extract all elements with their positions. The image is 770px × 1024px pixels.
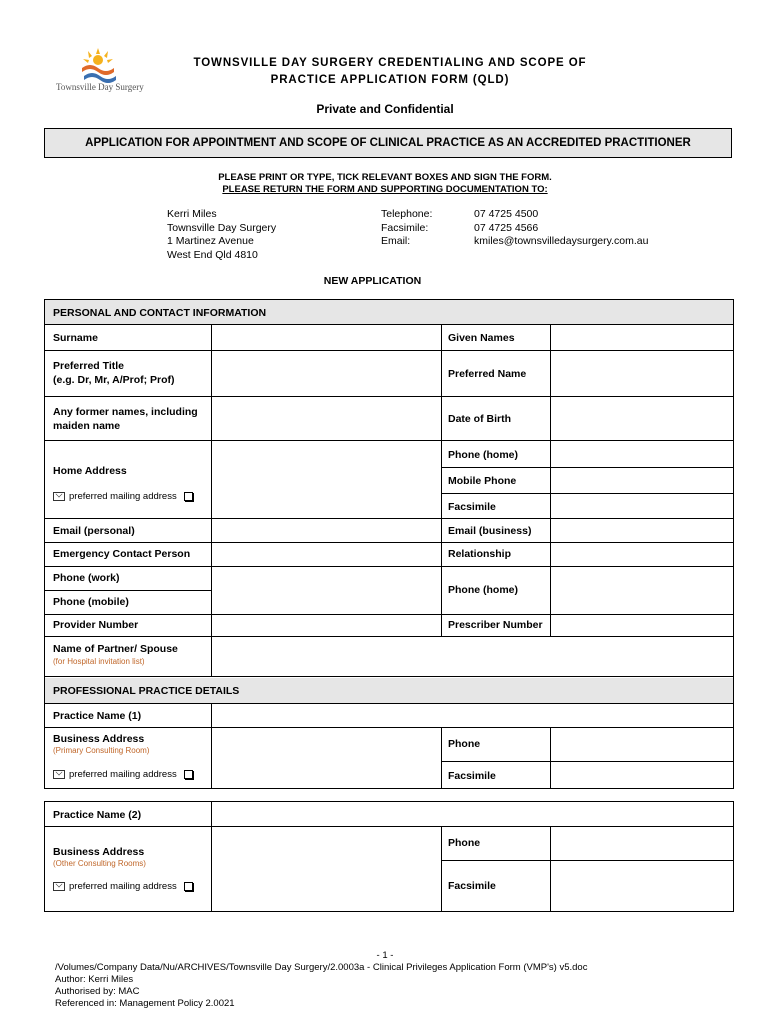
email-personal-input[interactable] bbox=[212, 519, 441, 542]
emergency-contact-label: Emergency Contact Person bbox=[53, 548, 191, 560]
townsville-day-surgery-logo bbox=[52, 46, 148, 96]
preferred-title-label-line1: Preferred Title bbox=[53, 360, 125, 372]
phone-home-emergency-label: Phone (home) bbox=[448, 584, 518, 596]
telephone-value: 07 4725 4500 bbox=[474, 208, 539, 220]
practice-name-2-input[interactable] bbox=[212, 802, 733, 826]
new-application-heading: NEW APPLICATION bbox=[323, 275, 422, 287]
primary-room-note: (Primary Consulting Room) bbox=[53, 746, 150, 755]
business-address-1-label: Business Address bbox=[53, 733, 145, 745]
business-address-2-label: Business Address bbox=[53, 846, 145, 858]
practice-name-1-label: Practice Name (1) bbox=[53, 710, 142, 722]
partner-spouse-label: Name of Partner/ Spouse bbox=[53, 643, 178, 655]
phone-home-label: Phone (home) bbox=[448, 449, 518, 461]
given-names-label: Given Names bbox=[448, 332, 515, 344]
email-business-label: Email (business) bbox=[448, 525, 532, 537]
contact-org: Townsville Day Surgery bbox=[167, 221, 277, 234]
contact-values bbox=[474, 208, 648, 249]
footer-authorised: Authorised by: MAC bbox=[55, 986, 140, 997]
surname-input[interactable] bbox=[212, 325, 441, 350]
return-address bbox=[167, 208, 276, 262]
given-names-input[interactable] bbox=[551, 325, 733, 350]
facsimile-label-personal: Facsimile bbox=[448, 501, 496, 513]
envelope-icon bbox=[53, 492, 65, 501]
mailing-checkbox-practice-1[interactable] bbox=[184, 770, 193, 779]
mailing-checkbox-home[interactable] bbox=[184, 492, 193, 501]
facsimile-1-label: Facsimile bbox=[448, 770, 496, 782]
phone-work-input[interactable] bbox=[212, 567, 441, 590]
facsimile-1-input[interactable] bbox=[551, 762, 733, 788]
preferred-mailing-label: preferred mailing address bbox=[69, 881, 177, 892]
provider-number-label: Provider Number bbox=[53, 619, 139, 631]
facsimile-value: 07 4725 4566 bbox=[474, 221, 539, 234]
application-title: APPLICATION FOR APPOINTMENT AND SCOPE OF CLINICAL PRACTICE AS AN ACCREDITED PRACTITIONER bbox=[85, 137, 691, 149]
phone-mobile-input[interactable] bbox=[212, 591, 441, 614]
phone-work-label: Phone (work) bbox=[53, 572, 120, 584]
email-personal-label: Email (personal) bbox=[53, 525, 135, 537]
envelope-icon bbox=[53, 882, 65, 891]
footer-referenced: Referenced in: Management Policy 2.0021 bbox=[55, 998, 235, 1009]
former-names-label bbox=[53, 405, 198, 433]
contact-city: West End Qld 4810 bbox=[167, 248, 258, 261]
mobile-phone-input[interactable] bbox=[551, 468, 733, 493]
business-address-1-input[interactable] bbox=[212, 728, 441, 788]
relationship-input[interactable] bbox=[551, 543, 733, 566]
personal-section-title: PERSONAL AND CONTACT INFORMATION bbox=[53, 307, 267, 319]
phone-2-input[interactable] bbox=[551, 827, 733, 860]
relationship-label: Relationship bbox=[448, 548, 512, 560]
mobile-phone-label: Mobile Phone bbox=[448, 475, 517, 487]
contact-name: Kerri Miles bbox=[167, 208, 217, 220]
preferred-mailing-practice-2 bbox=[53, 881, 193, 892]
partner-spouse-note: (for Hospital invitation list) bbox=[53, 657, 145, 666]
facsimile-label: Facsimile: bbox=[381, 221, 429, 234]
phone-1-input[interactable] bbox=[551, 728, 733, 761]
preferred-mailing-label: preferred mailing address bbox=[69, 491, 177, 502]
practice-name-2-label: Practice Name (2) bbox=[53, 809, 142, 821]
application-title-box bbox=[44, 128, 732, 158]
facsimile-input-personal[interactable] bbox=[551, 494, 733, 518]
facsimile-2-input[interactable] bbox=[551, 861, 733, 911]
former-names-label-line1: Any former names, including bbox=[53, 406, 198, 418]
practice-name-1-input[interactable] bbox=[212, 704, 733, 727]
page-number: - 1 - bbox=[376, 950, 394, 961]
date-of-birth-input[interactable] bbox=[551, 397, 733, 440]
email-value: kmiles@townsvilledaysurgery.com.au bbox=[474, 235, 649, 247]
footer-info bbox=[55, 962, 587, 1010]
preferred-mailing-home bbox=[53, 491, 193, 502]
contact-street: 1 Martinez Avenue bbox=[167, 235, 254, 247]
prescriber-number-input[interactable] bbox=[551, 615, 733, 636]
envelope-icon bbox=[53, 770, 65, 779]
preferred-mailing-practice-1 bbox=[53, 769, 193, 780]
form-title-line1: TOWNSVILLE DAY SURGERY CREDENTIALING AND SCOPE OF bbox=[193, 57, 587, 69]
former-names-label-line2: maiden name bbox=[53, 420, 121, 432]
email-label: Email: bbox=[381, 235, 411, 247]
phone-home-input[interactable] bbox=[551, 441, 733, 467]
other-rooms-note: (Other Consulting Rooms) bbox=[53, 859, 146, 868]
form-title bbox=[150, 55, 630, 89]
email-business-input[interactable] bbox=[551, 519, 733, 542]
preferred-title-label bbox=[53, 359, 175, 387]
provider-number-input[interactable] bbox=[212, 615, 441, 636]
prescriber-number-label: Prescriber Number bbox=[448, 619, 543, 631]
phone-home-emergency-input[interactable] bbox=[551, 567, 733, 614]
surname-label: Surname bbox=[53, 332, 98, 344]
instruction-line2: PLEASE RETURN THE FORM AND SUPPORTING DOCUMENTATION TO: bbox=[222, 184, 548, 195]
preferred-title-input[interactable] bbox=[212, 351, 441, 396]
footer-author: Author: Kerri Miles bbox=[55, 974, 134, 985]
preferred-name-input[interactable] bbox=[551, 351, 733, 396]
contact-labels bbox=[381, 208, 432, 249]
home-address-input[interactable] bbox=[212, 441, 441, 518]
mailing-checkbox-practice-2[interactable] bbox=[184, 882, 193, 891]
phone-mobile-label: Phone (mobile) bbox=[53, 596, 129, 608]
preferred-name-label: Preferred Name bbox=[448, 368, 527, 380]
business-address-2-input[interactable] bbox=[212, 827, 441, 911]
emergency-contact-input[interactable] bbox=[212, 543, 441, 566]
phone-1-label: Phone bbox=[448, 738, 481, 750]
form-title-line2: PRACTICE APPLICATION FORM (QLD) bbox=[270, 74, 510, 86]
former-names-input[interactable] bbox=[212, 397, 441, 440]
professional-section-title: PROFESSIONAL PRACTICE DETAILS bbox=[53, 685, 240, 697]
date-of-birth-label: Date of Birth bbox=[448, 413, 511, 425]
instruction-line1: PLEASE PRINT OR TYPE, TICK RELEVANT BOXES AND SIGN THE FORM. bbox=[218, 172, 552, 183]
telephone-label: Telephone: bbox=[381, 208, 433, 220]
footer-path: /Volumes/Company Data/Nu/ARCHIVES/Townsville Day Surgery/2.0003a - Clinical Privileges Application Form (VMP's) v5.doc bbox=[55, 962, 588, 973]
preferred-title-label-line2: (e.g. Dr, Mr, A/Prof; Prof) bbox=[53, 374, 175, 386]
phone-2-label: Phone bbox=[448, 837, 481, 849]
logo-text: Townsville Day Surgery bbox=[56, 82, 144, 92]
private-confidential: Private and Confidential bbox=[316, 102, 454, 116]
home-address-label: Home Address bbox=[53, 465, 127, 477]
facsimile-2-label: Facsimile bbox=[448, 880, 496, 892]
preferred-mailing-label: preferred mailing address bbox=[69, 769, 177, 780]
partner-spouse-input[interactable] bbox=[212, 637, 733, 676]
